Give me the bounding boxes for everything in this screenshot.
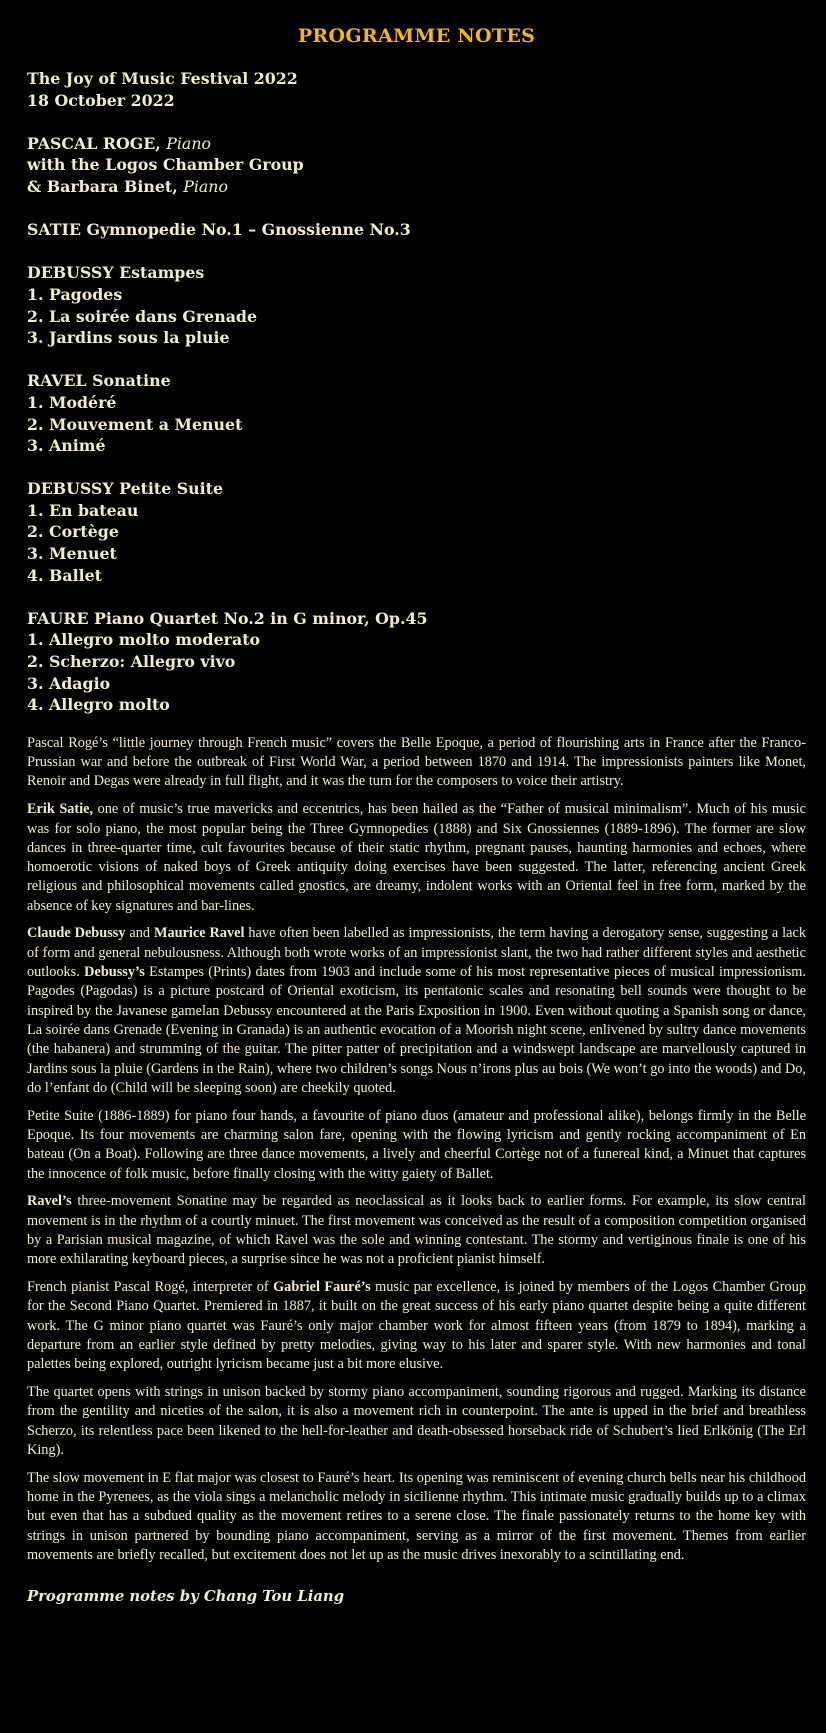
programme-work-heading: DEBUSSY Petite Suite [27,479,224,499]
concert-info [27,68,806,716]
programme-notes-page [27,0,806,1607]
performer-name: & Barbara Binet, [27,176,184,196]
paragraph-text: and [125,925,154,942]
notes-paragraph [27,1192,806,1269]
paragraph-text: music par excellence, is joined by members of the Logos Chamber Group for the Second Piano Quartet. Premiered in 1887, it built on the great success of his early piano quartet despite being a quite different work. The G minor piano quartet was Fauré’s only major chamber work for almost fifteen years (from 1879 to 1894), marking a departure from an earlier style defined by pretty melodies, giving way to his later and sparer style. With new harmonies and tonal palettes being explored, outright lyricism became just a bit more elusive. [27,1279,806,1373]
programme-work-heading: DEBUSSY Estampes [27,263,205,283]
notes-paragraph [27,924,806,1098]
composer-name: Erik Satie, [27,801,94,818]
programme-movement: 4. Allegro molto [27,695,170,715]
programme-movement: 4. Ballet [27,565,102,585]
programme-movement: 3. Adagio [27,673,111,693]
programme-movement: 3. Menuet [27,544,117,564]
performer-line-2: with the Logos Chamber Group [27,155,304,175]
composer-name: Ravel’s [27,1193,72,1210]
programme-movement: 2. Scherzo: Allegro vivo [27,652,236,672]
programme-movement: 2. Mouvement a Menuet [27,414,243,434]
composer-name: Claude Debussy [27,925,126,942]
notes-paragraph [27,1107,806,1184]
paragraph-text: French pianist Pascal Rogé, interpreter of [27,1279,274,1296]
paragraph-text: one of music’s true mavericks and eccentrics, has been hailed as the “Father of musical minimalism”. Much of his music was for solo piano, the most popular being the Three Gymnopedies (1888) and Six Gnossiennes (1889-1896). The former are slow dances in three-quarter time, cult favourites because of their static rhythm, pregnant pauses, haunting harmonies and echoes, where homoerotic visions of naked boys of Greek antiquity doing exercises have been suggested. The latter, referencing ancient Greek religious and philosophical movements called gnostics, are dreamy, indolent works with an Oriental feel in free form, marked by the absence of key signatures and bar-lines. [27,801,806,914]
notes-paragraph [27,734,806,792]
paragraph-text: have often been labelled as impressionists, the term having a derogatory sense, suggesting a lack of form and general nebulousness. Although both wrote works of an impressionist slant, the two had rather different styles and aesthetic outlooks. [27,925,806,981]
programme-work-heading: RAVEL Sonatine [27,371,171,391]
composer-name: Maurice Ravel [153,925,245,942]
paragraph-text: Estampes (Prints) dates from 1903 and include some of his most representative pieces of musical impressionism. Pagodes (Pagodas) is a picture postcard of Oriental exoticism, its pentatonic scales and resonating bell sounds were thought to be inspired by the Javanese gamelan Debussy encountered at the Paris Exposition in 1900. Even without quoting a Spanish song or dance, La soirée dans Grenade (Evening in Granada) is an authentic evocation of a Moorish night scene, enlivened by sultry dance movements (the habanera) and strumming of the guitar. The pitter patter of precipitation and a windswept landscape are marvellously captured in Jardins sous la pluie (Gardens in the Rain), where two children’s songs Nous n’irons plus au bois (We won’t go into the woods) and Do, do l’enfant do (Child will be sleeping soon) are cheekily quoted. [27,964,806,1096]
event-date: 18 October 2022 [27,90,175,110]
programme-movement: 1. Modéré [27,392,117,412]
page-title: PROGRAMME NOTES [297,25,536,47]
composer-name: Gabriel Fauré’s [273,1279,371,1296]
performer-role: Piano [183,176,228,196]
programme-movement: 1. Allegro molto moderato [27,630,261,650]
performer-name: PASCAL ROGE, [27,133,167,153]
programme-list [27,198,806,716]
notes-paragraph [27,1278,806,1374]
programme-movement: 2. La soirée dans Grenade [27,306,258,326]
programme-movement: 3. Animé [27,436,106,456]
notes-credit: Programme notes by Chang Tou Liang [27,1588,345,1606]
programme-movement: 3. Jardins sous la pluie [27,328,230,348]
event-name: The Joy of Music Festival 2022 [27,69,298,88]
paragraph-text: Petite Suite (1886-1889) for piano four hands, a favourite of piano duos (amateur and professional alike), belongs firmly in the Belle Epoque. Its four movements are charming salon fare, opening with the flowing lyricism and gently rocking accompaniment of En bateau (On a Boat). Following are three dance movements, a lively and cheerful Cortège not of a funereal kind, a Minuet that captures the innocence of folk music, before finally closing with the witty gaiety of Ballet. [27,1107,806,1182]
performer-line-1 [27,133,806,155]
programme-movement: 1. Pagodes [27,284,123,304]
notes-paragraph [27,1469,806,1565]
paragraph-text: The quartet opens with strings in unison backed by stormy piano accompaniment, sounding rigorous and rugged. Marking its distance from the gentility and niceties of the salon, it is also a movement rich in counterpoint. The ante is upped in the brief and breathless Scherzo, its relentless pace been likened to the hell-for-leather and death-obsessed horseback ride of Schubert’s lied Erlkönig (The Erl King). [27,1384,806,1458]
paragraph-text: The slow movement in E flat major was closest to Fauré’s heart. Its opening was reminiscent of evening church bells near his childhood home in the Pyrenees, as the viola sings a melancholic melody in sicilienne rhythm. This intimate music gradually builds up to a climax but even that has a subdued quality as the movement retires to a serene close. The finale passionately returns to the home key with strings in unison partnered by bounding piano accompaniment, serving as a mirror of the first movement. Themes from earlier movements are briefly recalled, but excitement does not let up as the music drives inexorably to a scintillating end. [27,1469,806,1563]
notes-paragraph [27,800,806,916]
programme-work-heading: SATIE Gymnopedie No.1 – Gnossienne No.3 [27,220,411,240]
programme-work-heading: FAURE Piano Quartet No.2 in G minor, Op.45 [27,608,428,628]
composer-name: Debussy’s [84,964,145,981]
paragraph-text: Pascal Rogé’s “little journey through French music” covers the Belle Epoque, a period of flourishing arts in France after the Franco-Prussian war and before the outbreak of First World War, a period between 1870 and 1914. The impressionists painters like Monet, Renoir and Degas were already in full flight, and it was the turn for the composers to voice their artistry. [27,734,806,790]
programme-movement: 1. En bateau [27,500,139,520]
notes-paragraph [27,1383,806,1460]
performer-line-3 [27,176,806,198]
programme-movement: 2. Cortège [27,522,119,542]
performer-role: Piano [166,133,212,153]
programme-notes-body [27,734,806,1565]
paragraph-text: three-movement Sonatine may be regarded as neoclassical as it looks back to earlier forms. For example, its slow central movement is in the rhythm of a courtly minuet. The first movement was conceived as the result of a composition competition organised by a Parisian musical magazine, of which Ravel was the sole and winning contestant. The stormy and vertiginous finale is one of his more exhilarating keyboard pieces, a surprise since he was not a proficient pianist himself. [27,1193,806,1268]
